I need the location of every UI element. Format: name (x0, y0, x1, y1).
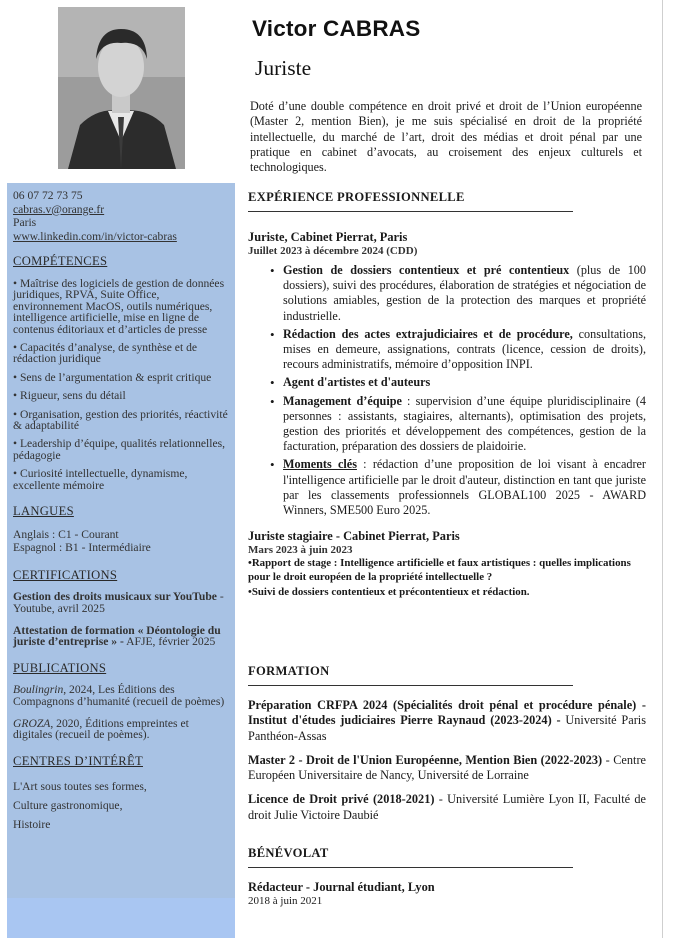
education-heading: FORMATION (248, 664, 573, 686)
publication-item (13, 684, 229, 707)
publication-detail: , 2024, Les Éditions des Compagnons d’humanité (recueil de poèmes) (13, 683, 225, 708)
profile-photo (58, 7, 185, 169)
certification-detail: AFJE, février 2025 (123, 635, 216, 649)
education-title: Licence de Droit privé (2018-2021) (248, 792, 435, 807)
bullet-lead: Moments clés (283, 457, 357, 472)
bullet-lead: Agent d'artistes et d'auteurs (283, 375, 431, 390)
job-title: Juriste, Cabinet Pierrat, Paris (248, 230, 408, 244)
bullet-lead: Management d’équipe (283, 393, 402, 408)
list-item: • Gestion de dossiers contentieux et pré contentieux (plus de 100 dossiers), suivi des procédures, élaboration de stratégies et négociation de solutions amiables, gestion de la protection des marques et propriété industrielle. (270, 263, 646, 323)
bullet-text: : rédaction d’une proposition de loi visant à encadrer l'intelligence artificielle par le droit d'auteur, distinction en tant que juriste par les classements professionnels GLOBAL100 2025 - AWARD Winners, SME500 Euro 2025. (283, 457, 646, 518)
contact-city: Paris (13, 216, 37, 230)
skill-item: • Capacités d’analyse, de synthèse et de rédaction juridique (13, 341, 198, 366)
skill-item: • Curiosité intellectuelle, dynamisme, excellente mémoire (13, 467, 188, 492)
interest-item: Culture gastronomique, (13, 799, 123, 813)
interest-item: Histoire (13, 818, 51, 832)
certification-title: Gestion des droits musicaux sur YouTube (13, 590, 217, 604)
candidate-role: Juriste (255, 56, 312, 80)
certifications-heading: CERTIFICATIONS (13, 567, 118, 582)
bullet-text: consultations, mises en demeure, assignations, contrats (licence, cession de droits), recours administratifs, mémoire d’opposition INPI. (283, 326, 646, 372)
list-item: • Rédaction des actes extrajudiciaires et de procédure, consultations, mises en demeure, assignations, contrats (licence, cession de droits), recours administratifs, mémoire d’opposition INPI. (270, 326, 646, 372)
bullet-text: (plus de 100 dossiers), suivi des procédures, élaboration de stratégies et négociation de solutions amiables, gestion de la protection des marques et propriété industrielle. (283, 263, 646, 323)
contact-email-link[interactable]: cabras.v@orange.fr (13, 202, 105, 216)
education-item (248, 698, 646, 744)
education-detail: Université Paris Panthéon-Assas (248, 713, 647, 743)
skill-item: • Leadership d’équipe, qualités relationnelles, pédagogie (13, 437, 226, 462)
contact-linkedin-link[interactable]: www.linkedin.com/in/victor-cabras (13, 229, 177, 243)
job-bullets (248, 263, 646, 518)
volunteering-section (248, 846, 646, 907)
publication-title: GROZA (13, 716, 51, 730)
interests-heading: CENTRES D’INTÉRÊT (13, 753, 143, 768)
education-item (248, 792, 646, 823)
education-section (248, 664, 646, 832)
certification-title: Attestation de formation « Déontologie du juriste d’entreprise » - (13, 623, 221, 649)
list-item: • Management d’équipe : supervision d’une équipe pluridisciplinaire (4 personnes : assistants, stagiaires, alternants), optimisation des projets, gestion des priorités et développement des compétences, gestion de la facturation, préparation des dossiers de plaidoirie. (270, 393, 647, 454)
sidebar (7, 183, 235, 938)
interest-item: L'Art sous toutes ses formes, (13, 780, 147, 794)
contact-phone: 06 07 72 73 75 (13, 189, 83, 202)
job-line: •Suivi de dossiers contentieux et précontentieux et rédaction. (248, 585, 530, 598)
publications-heading: PUBLICATIONS (13, 660, 107, 675)
languages-heading: LANGUES (13, 504, 74, 519)
volunteering-dates: 2018 à juin 2021 (248, 895, 323, 907)
skill-item: • Rigueur, sens du détail (13, 389, 126, 403)
experience-heading: EXPÉRIENCE PROFESSIONNELLE (248, 190, 573, 212)
job-line: •Rapport de stage : Intelligence artificielle et faux artistiques : quelles implications pour le droit européen de la propriété intellectuelle ? (248, 557, 631, 584)
certification-item (13, 591, 229, 614)
certification-detail: - Youtube, avril 2025 (13, 590, 224, 616)
skill-item: • Maîtrise des logiciels de gestion de données juridiques, RPVA, Suite Office, environnement MacOS, outils numériques, intelligence artificielle, mise en ligne de contenus éditoriaux et d’articles de presse (13, 276, 225, 336)
volunteering-title: Rédacteur - Journal étudiant, Lyon (248, 880, 435, 894)
education-title: Master 2 - Droit de l'Union Européenne, Mention Bien (2022-2023) (248, 752, 603, 767)
language-item: Espagnol : B1 - Intermédiaire (13, 541, 151, 555)
bullet-lead: Rédaction des actes extrajudiciaires et de procédure, (283, 326, 573, 341)
publication-title: Boulingrin (13, 683, 64, 697)
certification-item (13, 625, 229, 648)
profile-summary: Doté d’une double compétence en droit privé et droit de l’Union européenne (Master 2, mention Bien), je me suis spécialisé en droit de la propriété intellectuelle, du marché de l’art, droit des médias et droit pénal par une pratique en cabinet d’avocats, au croisement des enjeux culturels et technologiques. (250, 99, 642, 175)
education-title: Préparation CRFPA 2024 (Spécialités droit pénal et procédure pénale) - Institut d'études judiciaires Pierre Raynaud (2023-2024) - (248, 698, 646, 728)
bullet-lead: Gestion de dossiers contentieux et pré contentieux (283, 263, 570, 277)
bullet-text: : supervision d’une équipe pluridisciplinaire (4 personnes : assistants, stagiaires, alternants), optimisation des projets, gestion des priorités et développement des compétences, gestion de la facturation, préparation des dossiers de plaidoirie. (283, 393, 647, 454)
candidate-name: Victor CABRAS (252, 16, 421, 41)
list-item: • Agent d'artistes et d'auteurs (270, 375, 431, 391)
publication-item (13, 718, 229, 741)
skill-item: • Sens de l’argumentation & esprit critique (13, 370, 212, 384)
volunteering-heading: BÉNÉVOLAT (248, 846, 573, 868)
job-dates: Juillet 2023 à décembre 2024 (CDD) (248, 245, 418, 257)
experience-section (248, 190, 646, 599)
sidebar-footer-band (7, 898, 235, 938)
education-detail: - Université Lumière Lyon II, Faculté de droit Julie Victoire Daubié (248, 792, 646, 822)
skills-heading: COMPÉTENCES (13, 254, 108, 269)
job-title: Juriste stagiaire - Cabinet Pierrat, Paris (248, 529, 460, 544)
job-dates: Mars 2023 à juin 2023 (248, 544, 353, 557)
education-item (248, 753, 646, 784)
education-detail: - Centre Européen Universitaire de Nancy, Université de Lorraine (248, 752, 646, 783)
skill-item: • Organisation, gestion des priorités, réactivité & adaptabilité (13, 407, 228, 433)
language-item: Anglais : C1 - Courant (13, 527, 119, 541)
publication-detail: , 2020, Éditions empreintes et digitales (recueil de poèmes). (13, 716, 189, 742)
list-item: • Moments clés : rédaction d’une proposition de loi visant à encadrer l'intelligence artificielle par le droit d'auteur, distinction en tant que juriste par les classements professionnels GLOBAL100 2025 - AWARD Winners, SME500 Euro 2025. (270, 457, 646, 518)
